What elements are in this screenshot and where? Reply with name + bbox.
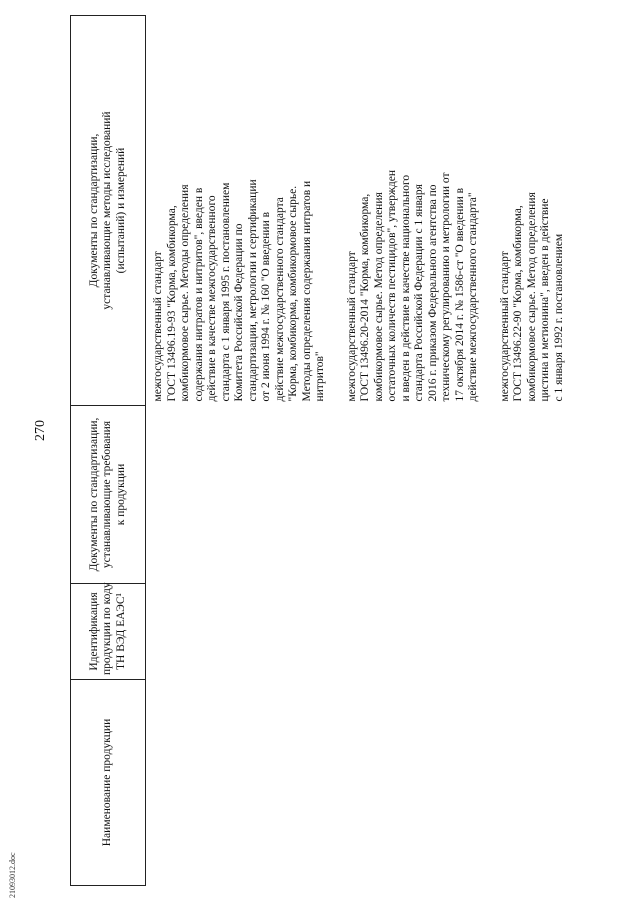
entry-line: остаточных количеств пестицидов", утвержден <box>386 170 398 402</box>
entry-line: стандарта Российской Федерации с 1 января <box>413 184 425 402</box>
entry-line: стандарта с 1 января 1995 г. постановлением <box>219 182 232 402</box>
entry-line: Методы определения содержания нитратов и <box>300 180 313 402</box>
cell-test-method-docs <box>146 16 585 406</box>
header-line: Наименование продукции <box>101 718 114 847</box>
header-line: Документы по стандартизации, <box>87 133 100 288</box>
entry-line: стандартизации, метрологии и сертификации <box>246 179 259 402</box>
entry-line: действие в качестве межгосударственного <box>206 195 218 402</box>
header-line: ТН ВЭД ЕАЭС¹ <box>114 593 127 670</box>
entry-line: "Корма, комбикорма, комбикормовое сырье. <box>287 185 299 402</box>
entry-line: ГОСТ 13496.19-93 "Корма, комбикорма, <box>165 205 178 402</box>
entry-line: нитритов" <box>314 351 326 402</box>
header-line: устанавливающие методы исследований <box>101 111 114 310</box>
entry-line: межгосударственный стандарт <box>152 251 164 402</box>
header-line: к продукции <box>114 463 127 526</box>
entry-line: с 1 января 1992 г. постановлением <box>552 233 565 402</box>
header-line: устанавливающие требования <box>101 420 114 569</box>
table-header-row <box>71 16 146 886</box>
header-line: Документы по стандартизации, <box>87 417 100 572</box>
standard-entry <box>346 20 481 402</box>
header-test-method-docs <box>71 16 146 406</box>
entry-line: ГОСТ 13496.22-90 "Корма, комбикорма, <box>512 205 524 402</box>
header-requirement-docs <box>71 406 146 584</box>
header-tn-ved-code <box>71 584 146 680</box>
header-product-name <box>71 680 146 886</box>
cell-requirement-docs <box>146 406 585 584</box>
entry-line: цистина и метионина", введен в действие <box>539 198 551 402</box>
entry-line: межгосударственный стандарт <box>498 251 511 402</box>
entry-line: техническому регулированию и метрологии от <box>440 172 452 402</box>
entry-line: комбикормовое сырье. Метод определения <box>372 192 385 402</box>
table-row <box>146 16 585 886</box>
entry-line: комбикормовое сырье. Методы определения <box>179 184 191 402</box>
entry-line: от 2 июня 1994 г. № 160 "О введении в <box>260 211 272 402</box>
standards-table <box>70 15 584 886</box>
standard-entry <box>152 20 328 402</box>
entry-line: межгосударственный стандарт <box>345 251 358 402</box>
entry-line: действие межгосударственного стандарта" <box>467 192 479 402</box>
header-line: Идентификация <box>87 592 100 671</box>
entry-line: ГОСТ 13496.20-2014 "Корма, комбикорма, <box>359 193 371 402</box>
cell-product-name <box>146 680 585 886</box>
entry-line: комбикормовое сырье. Метод определения <box>525 192 538 402</box>
footer-doc-code: 21093012.doc <box>8 852 17 898</box>
cell-tn-ved-code <box>146 584 585 680</box>
standards-table-wrapper <box>70 16 625 886</box>
header-line: продукции по коду <box>101 582 114 675</box>
entry-line: действие межгосударственного стандарта <box>273 197 286 402</box>
entry-line: Комитета Российской Федерации по <box>233 223 245 402</box>
entry-line: 2016 г. приказом Федерального агентства по <box>426 184 439 402</box>
entry-line: содержания нитратов и нитритов", введен в <box>192 187 205 402</box>
entry-line: и введен в действие в качестве национального <box>399 174 412 402</box>
header-line: (испытаний) и измерений <box>114 147 127 274</box>
standard-entry <box>499 20 567 402</box>
entry-line: 17 октября 2014 г. № 1586-ст "О введении в <box>453 187 466 402</box>
page-number: 270 <box>33 420 48 441</box>
